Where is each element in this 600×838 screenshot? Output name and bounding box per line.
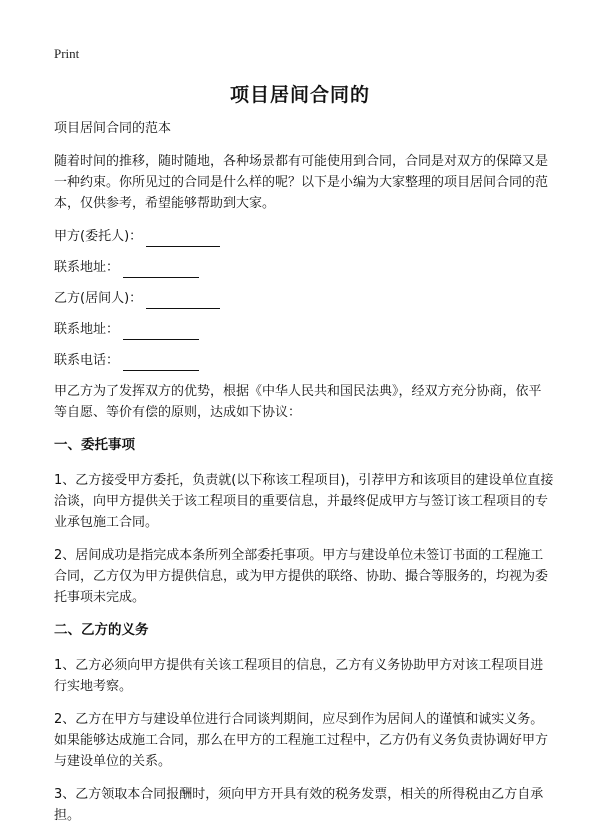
clause-paragraph: 2、乙方在甲方与建设单位进行合同谈判期间，应尽到作为居间人的谨慎和诚实义务。如果能够达成施工合同，那么在甲方的工程施工过程中，乙方仍有义务负责协调好甲方与建设单位的关系。 bbox=[54, 712, 549, 769]
field-label: 甲方(委托人)： bbox=[54, 229, 143, 244]
field-label: 联系电话： bbox=[54, 353, 120, 368]
field-party-a bbox=[54, 226, 554, 247]
blank-line bbox=[146, 232, 220, 247]
document-title: 项目居间合同的 bbox=[229, 84, 370, 106]
document-body bbox=[54, 118, 554, 838]
blank-line bbox=[123, 263, 199, 278]
clause-paragraph: 2、居间成功是指完成本条所列全部委托事项。甲方与建设单位未签订书面的工程施工合同，乙方仅为甲方提供信息，或为甲方提供的联络、协助、撮合等服务的，均视为委托事项未完成。 bbox=[54, 548, 549, 605]
field-party-b bbox=[54, 288, 554, 309]
section-heading: 二、乙方的义务 bbox=[54, 622, 149, 638]
section-heading: 一、委托事项 bbox=[54, 437, 135, 453]
field-label: 联系地址： bbox=[54, 322, 120, 337]
lead-paragraph: 甲乙方为了发挥双方的优势，根据《中华人民共和国民法典》，经双方充分协商，依平等自愿、等价有偿的原则，达成如下协议： bbox=[54, 384, 542, 420]
field-address-b bbox=[54, 319, 554, 340]
clause-paragraph: 1、乙方必须向甲方提供有关该工程项目的信息，乙方有义务协助甲方对该工程项目进行实地考察。 bbox=[54, 658, 544, 694]
intro-paragraph: 随着时间的推移，随时随地，各种场景都有可能使用到合同，合同是对双方的保障又是一种约束。你所见过的合同是什么样的呢？以下是小编为大家整理的项目居间合同的范本，仅供参考，希望能够帮助到大家。 bbox=[54, 154, 549, 211]
field-label: 乙方(居间人)： bbox=[54, 291, 143, 306]
clause-paragraph: 3、乙方领取本合同报酬时，须向甲方开具有效的税务发票，相关的所得税由乙方自承担。 bbox=[54, 787, 544, 823]
document-subtitle: 项目居间合同的范本 bbox=[54, 121, 172, 136]
field-phone bbox=[54, 350, 554, 371]
print-link[interactable]: Print bbox=[54, 46, 80, 61]
blank-line bbox=[146, 294, 220, 309]
field-label: 联系地址： bbox=[54, 260, 120, 275]
field-address-a bbox=[54, 257, 554, 278]
clause-paragraph: 1、乙方接受甲方委托，负责就(以下称该工程项目)，引荐甲方和该项目的建设单位直接洽谈，向甲方提供关于该工程项目的重要信息，并最终促成甲方与签订该工程项目的专业承包施工合同。 bbox=[54, 473, 554, 530]
blank-line bbox=[123, 325, 199, 340]
blank-line bbox=[123, 356, 199, 371]
